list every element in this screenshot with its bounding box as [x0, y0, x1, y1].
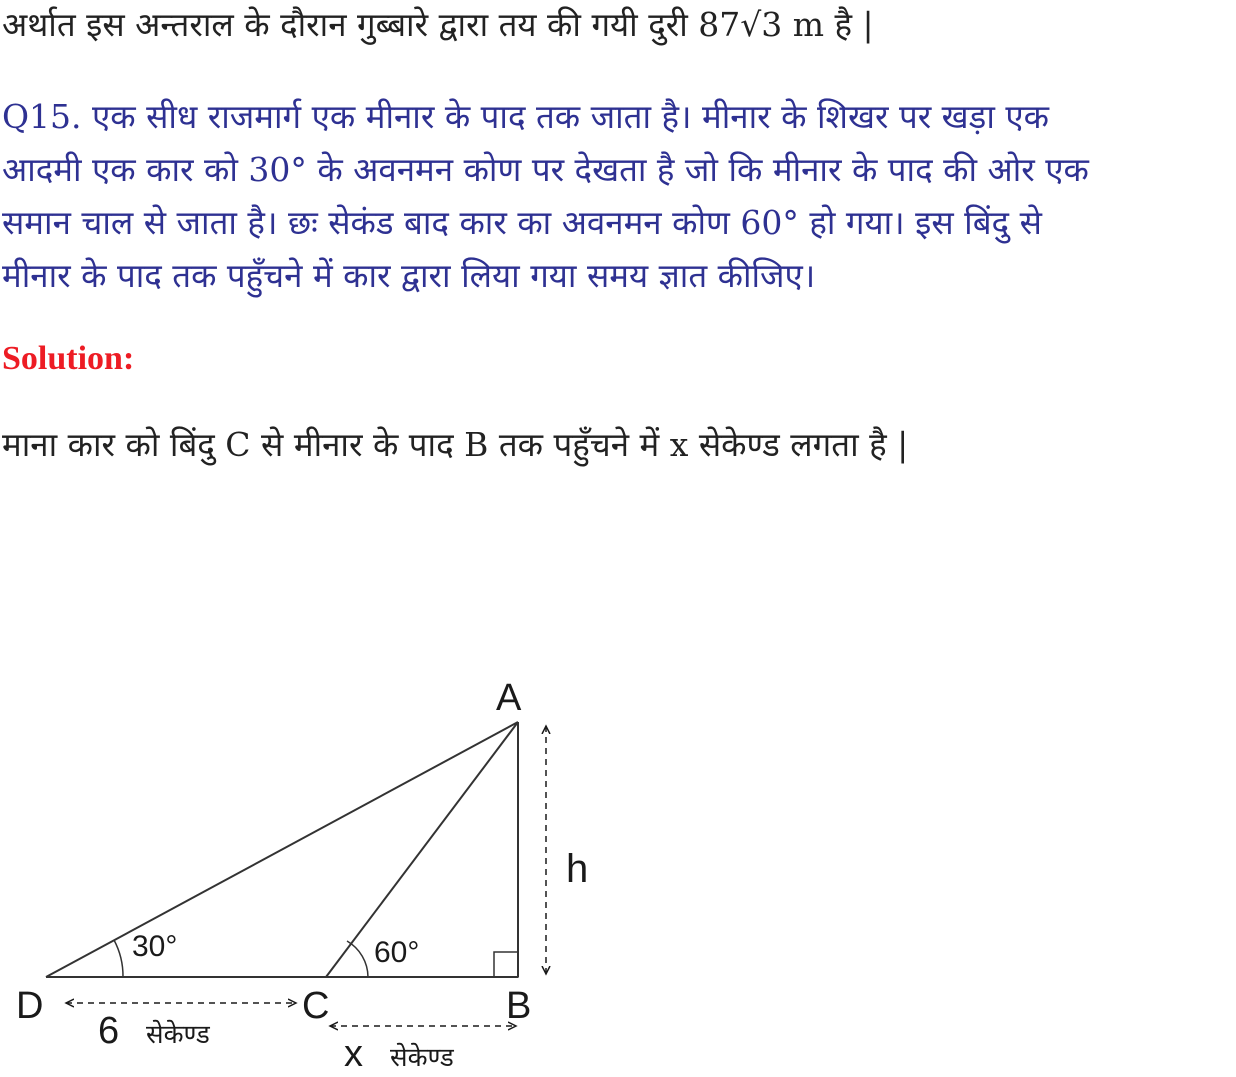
question-line-1: Q15. एक सीध राजमार्ग एक मीनार के पाद तक जाता है। मीनार के शिखर पर खड़ा एक: [2, 97, 1049, 136]
label-cb-unit: सेकेण्ड: [390, 1043, 454, 1073]
label-angle-d: 30°: [132, 930, 178, 963]
label-angle-c: 60°: [374, 936, 420, 969]
angle-arc-d: [114, 940, 123, 977]
question-line-2: आदमी एक कार को 30° के अवनमन कोण पर देखता है जो कि मीनार के पाद की ओर एक: [2, 150, 1089, 189]
solution-text: माना कार को बिंदु C से मीनार के पाद B तक पहुँचने में x सेकेण्ड लगता है |: [2, 425, 909, 464]
side-ca: [326, 722, 518, 977]
label-point-d: D: [16, 985, 44, 1027]
question-line-4: मीनार के पाद तक पहुँचने में कार द्वारा लिया गया समय ज्ञात कीजिए।: [2, 256, 816, 295]
question-block: [2, 90, 1234, 302]
question-line-3: समान चाल से जाता है। छः सेकंड बाद कार का अवनमन कोण 60° हो गया। इस बिंदु से: [2, 203, 1042, 242]
side-da: [46, 722, 518, 977]
label-point-a: A: [496, 677, 522, 719]
previous-answer-line: अर्थात इस अन्तराल के दौरान गुब्बारे द्वारा तय की गयी दुरी 87√3 m है |: [2, 5, 874, 44]
solution-heading: Solution:: [2, 340, 135, 377]
triangle-figure: [0, 660, 640, 1077]
label-dc-unit: सेकेण्ड: [146, 1020, 210, 1050]
label-cb-variable: x: [344, 1033, 363, 1075]
label-point-c: C: [302, 985, 330, 1027]
label-point-b: B: [506, 985, 532, 1027]
label-dc-number: 6: [98, 1010, 120, 1052]
right-angle-marker: [494, 952, 518, 977]
label-height: h: [566, 847, 589, 891]
